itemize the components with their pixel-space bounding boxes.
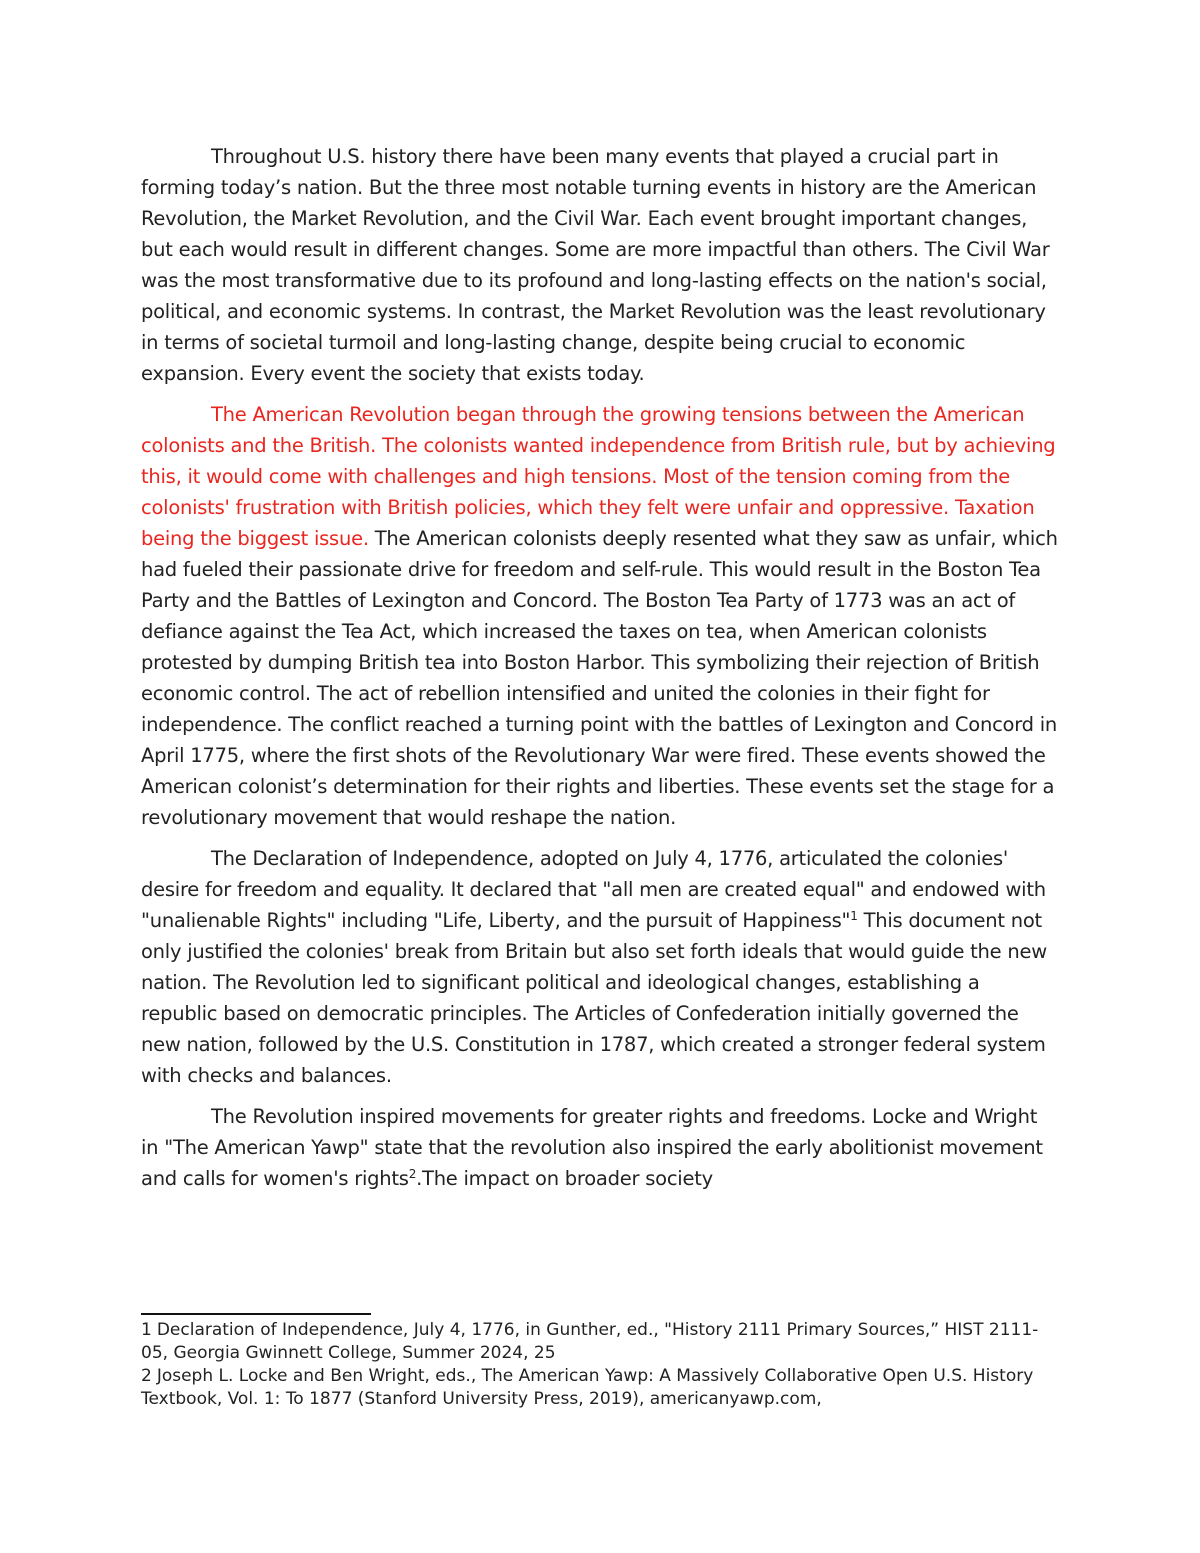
- paragraph-intro: [141, 141, 1059, 389]
- paragraph-american-revolution-text: The American colonists deeply resented what they saw as unfair, which had fueled their passionate drive for freedom and self-rule. This would result in the Boston Tea Party and the Battles of Lexington and Concord. The Boston Tea Party of 1773 was an act of defiance against the Tea Act, which increased the taxes on tea, when American colonists protested by dumping British tea into Boston Harbor. This symbolizing their rejection of British economic control. The act of rebellion intensified and united the colonies in their fight for independence. The conflict reached a turning point with the battles of Lexington and Concord in April 1775, where the first shots of the Revolutionary War were fired. These events showed the American colonist’s determination for their rights and liberties. These events set the stage for a revolutionary movement that would reshape the nation.: [141, 527, 1058, 829]
- paragraph-rights-text-after: .The impact on broader society: [416, 1167, 713, 1190]
- footnote-number: 1: [141, 1320, 152, 1340]
- paragraph-rights-movements: [141, 1101, 1059, 1194]
- highlighted-red-text: The American Revolution began through the growing tensions between the American colonists and the British. The colonists wanted independence from British rule, but by achieving this, it would come with challenges and high tensions. Most of the tension coming from the colonists' frustration with British policies, which they felt were unfair and oppressive. Taxation being the biggest issue.: [141, 403, 1056, 550]
- paragraph-declaration-text-before: The Declaration of Independence, adopted on July 4, 1776, articulated the colonies' desire for freedom and equality. It declared that "all men are created equal" and endowed with "unalienable Rights" including "Life, Liberty, and the pursuit of Happiness": [141, 847, 1046, 932]
- footnote-1: [141, 1319, 1059, 1365]
- footnote-text: Declaration of Independence, July 4, 1776, in Gunther, ed., "History 2111 Primary Sources,” HIST 2111-05, Georgia Gwinnett College, Summer 2024, 25: [141, 1320, 1039, 1363]
- footnote-reference-1[interactable]: 1: [850, 909, 858, 923]
- footnote-2: [141, 1365, 1059, 1411]
- paragraph-american-revolution: [141, 399, 1059, 833]
- footnote-reference-2[interactable]: 2: [408, 1167, 417, 1181]
- paragraph-declaration-text-after: This document not only justified the colonies' break from Britain but also set forth ideals that would guide the new nation. The Revolution led to significant political and ideological changes, establishing a republic based on democratic principles. The Articles of Confederation initially governed the new nation, followed by the U.S. Constitution in 1787, which created a stronger federal system with checks and balances.: [141, 909, 1047, 1087]
- footnote-text: Joseph L. Locke and Ben Wright, eds., The American Yawp: A Massively Collaborative Open U.S. History Textbook, Vol. 1: To 1877 (Stanford University Press, 2019), americanyawp.com,: [141, 1366, 1034, 1409]
- paragraph-declaration: [141, 843, 1059, 1091]
- paragraph-rights-text-before: The Revolution inspired movements for greater rights and freedoms. Locke and Wright in "The American Yawp" state that the revolution also inspired the early abolitionist movement and calls for women's rights: [141, 1105, 1043, 1190]
- document-body: [141, 141, 1059, 1204]
- footnote-separator: [141, 1313, 371, 1315]
- footnotes-section: [141, 1319, 1059, 1411]
- footnote-number: 2: [141, 1366, 152, 1386]
- paragraph-intro-text: Throughout U.S. history there have been many events that played a crucial part in forming today’s nation. But the three most notable turning events in history are the American Revolution, the Market Revolution, and the Civil War. Each event brought important changes, but each would result in different changes. Some are more impactful than others. The Civil War was the most transformative due to its profound and long-lasting effects on the nation's social, political, and economic systems. In contrast, the Market Revolution was the least revolutionary in terms of societal turmoil and long-lasting change, despite being crucial to economic expansion. Every event the society that exists today.: [141, 145, 1050, 385]
